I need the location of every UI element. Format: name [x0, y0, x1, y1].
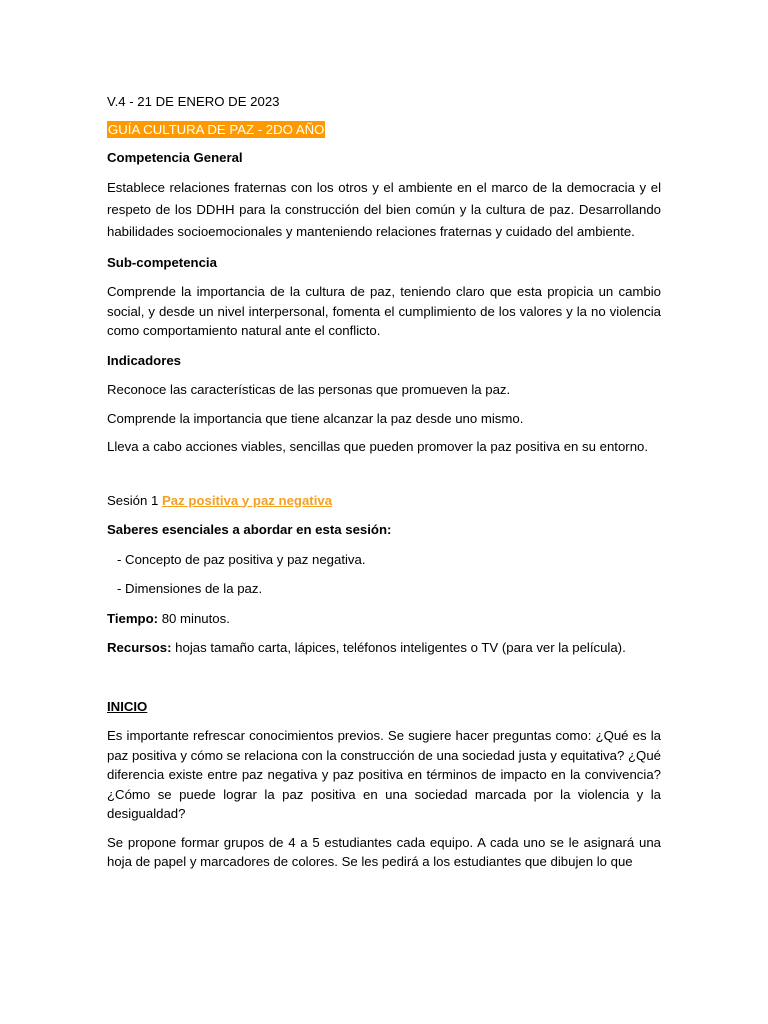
saber-item: - Dimensiones de la paz.	[117, 581, 263, 596]
indicador-item: Lleva a cabo acciones viables, sencillas que pueden promover la paz positiva en su entorno.	[107, 439, 649, 454]
saberes-heading: Saberes esenciales a abordar en esta sesión:	[107, 522, 392, 537]
inicio-paragraph-2: Se propone formar grupos de 4 a 5 estudiantes cada equipo. A cada uno se le asignará una hoja de papel y marcadores de colores. Se les pedirá a los estudiantes que dibujen lo que	[107, 834, 661, 869]
session-title: Paz positiva y paz negativa	[162, 492, 333, 508]
session-line	[107, 491, 661, 511]
indicadores-heading: Indicadores	[107, 352, 182, 368]
recursos-line	[107, 638, 661, 658]
tiempo-line	[107, 609, 661, 629]
subcompetencia-text: Comprende la importancia de la cultura de paz, teniendo claro que esta propicia un cambio social, y desde un nivel interpersonal, fomenta el cumplimiento de los valores y la no violencia como comportamiento natural ante el conflicto.	[107, 284, 661, 338]
guide-title-line	[107, 120, 661, 140]
session-label: Sesión 1	[107, 492, 159, 508]
version-line: V.4 - 21 DE ENERO DE 2023	[107, 94, 280, 109]
inicio-heading: INICIO	[107, 698, 148, 714]
competencia-heading: Competencia General	[107, 150, 243, 165]
recursos-label: Recursos:	[107, 640, 172, 655]
inicio-paragraph-1: Es importante refrescar conocimientos previos. Se sugiere hacer preguntas como: ¿Qué es la paz positiva y cómo se relaciona con la construcción de una sociedad justa y equitativa? ¿Qué diferencia existe entre paz negativa y paz positiva en términos de impacto en la convivencia? ¿Cómo se puede lograr la paz positiva en una sociedad marcada por la violencia y la desigualdad?	[107, 728, 661, 821]
inicio-heading-line	[107, 697, 661, 717]
guide-title: GUÍA CULTURA DE PAZ - 2DO AÑO	[108, 121, 325, 137]
indicador-item: Comprende la importancia que tiene alcanzar la paz desde uno mismo.	[107, 410, 524, 426]
indicador-item: Reconoce las características de las personas que promueven la paz.	[107, 382, 511, 397]
competencia-text: Establece relaciones fraternas con los otros y el ambiente en el marco de la democracia y el respeto de los DDHH para la construcción del bien común y la cultura de paz. Desarrollando habilidades socioemocionales y manteniendo relaciones fraternas y cuidado del ambiente.	[107, 179, 661, 239]
subcompetencia-heading: Sub-competencia	[107, 254, 217, 270]
saber-item: - Concepto de paz positiva y paz negativa.	[117, 551, 366, 567]
recursos-value: hojas tamaño carta, lápices, teléfonos inteligentes o TV (para ver la película).	[171, 640, 626, 655]
tiempo-label: Tiempo:	[107, 610, 159, 626]
tiempo-value: 80 minutos.	[158, 610, 230, 626]
